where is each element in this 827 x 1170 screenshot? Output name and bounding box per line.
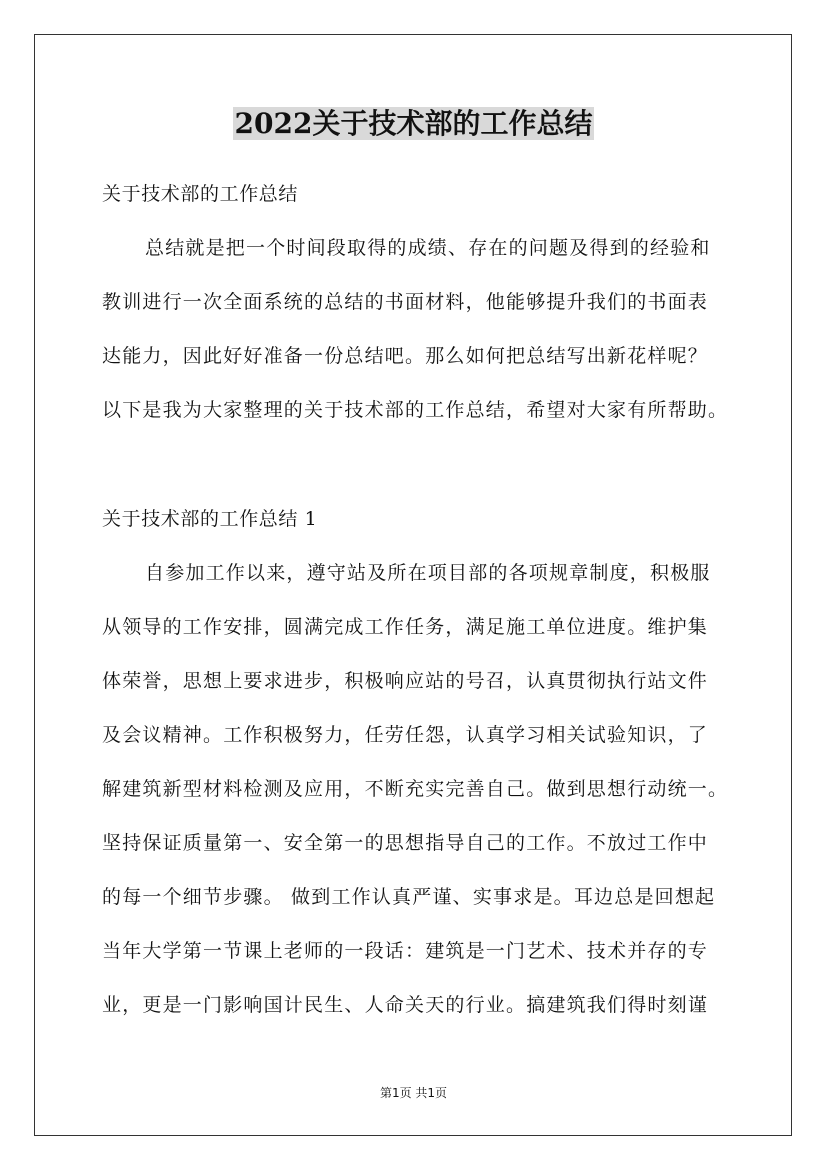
intro-line: 以下是我为大家整理的关于技术部的工作总结，希望对大家有所帮助。 [102, 399, 729, 421]
document-title [0, 104, 827, 144]
intro-line: 总结就是把一个时间段取得的成绩、存在的问题及得到的经验和 [145, 237, 711, 259]
body-line: 从领导的工作安排，圆满完成工作任务，满足施工单位进度。维护集 [102, 616, 709, 638]
intro-line: 教训进行一次全面系统的总结的书面材料，他能够提升我们的书面表 [102, 291, 709, 313]
section-heading: 关于技术部的工作总结 1 [102, 508, 318, 530]
body-line: 的每一个细节步骤。 做到工作认真严谨、实事求是。耳边总是回想起 [102, 886, 716, 908]
body-line: 当年大学第一节课上老师的一段话：建筑是一门艺术、技术并存的专 [102, 940, 709, 962]
document-subtitle: 关于技术部的工作总结 [102, 183, 299, 205]
body-line: 自参加工作以来，遵守站及所在项目部的各项规章制度，积极服 [145, 562, 711, 584]
document-title-text: 2022关于技术部的工作总结 [234, 107, 593, 140]
intro-line: 达能力，因此好好准备一份总结吧。那么如何把总结写出新花样呢？ [102, 345, 709, 367]
body-line: 解建筑新型材料检测及应用，不断充实完善自己。做到思想行动统一。 [102, 778, 729, 800]
page-number-footer: 第1页 共1页 [379, 1086, 448, 1100]
body-line: 业，更是一门影响国计民生、人命关天的行业。搞建筑我们得时刻谨 [102, 994, 709, 1016]
body-line: 及会议精神。工作积极努力，任劳任怨，认真学习相关试验知识，了 [102, 724, 709, 746]
body-line: 坚持保证质量第一、安全第一的思想指导自己的工作。不放过工作中 [102, 832, 709, 854]
body-line: 体荣誉，思想上要求进步，积极响应站的号召，认真贯彻执行站文件 [102, 670, 709, 692]
